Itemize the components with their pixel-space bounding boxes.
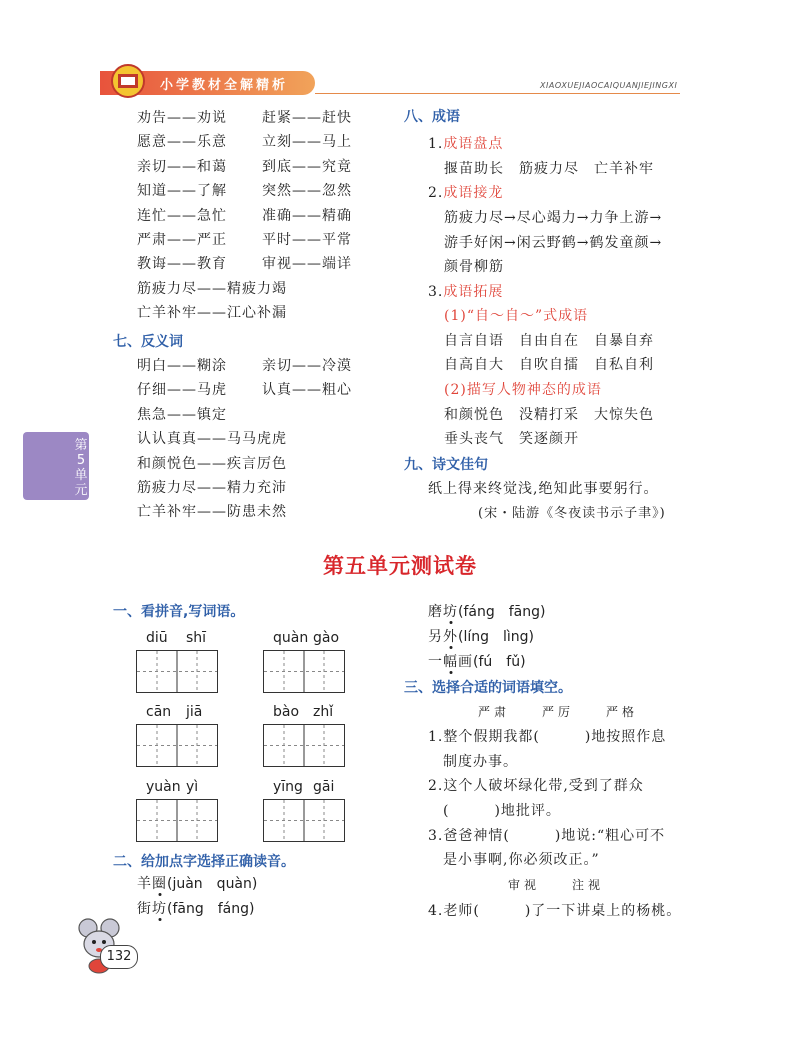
synonym-pair: 准确——精确 [262,207,352,224]
idiom-sub3b-label: (2)描写人物神态的成语 [444,382,602,398]
dotted-character: 圈 [152,876,167,892]
sub3b-line-1: 和颜悦色 没精打采 大惊失色 [444,407,654,423]
pinyin-1: yuàn [146,779,181,795]
test-title: 第五单元测试卷 [323,554,477,578]
emphasis-dot-icon [449,671,452,674]
synonym-pair: 立刻——马上 [262,134,352,151]
emphasis-dot-icon [449,646,452,649]
series-pinyin: XIAOXUEJIAOCAIQUANJIEJINGXI [540,81,678,90]
emphasis-dot-icon [158,918,161,921]
pinyin-2: yì [186,779,199,795]
emphasis-dot-icon [158,893,161,896]
q3-s3b: 是小事啊,你必须改正。” [443,852,600,868]
writing-grid[interactable] [263,799,345,842]
writing-grid[interactable] [136,650,218,693]
q3-options-2: 审视 注视 [508,878,605,892]
pinyin-2: gào [313,630,340,646]
idiom-sub2: 2.成语接龙 [428,185,504,201]
synonym-pair: 到底——究竟 [262,158,352,175]
antonym-pair: 认认真真——马马虎虎 [137,431,287,448]
synonym-pair: 知道——了解 [137,183,227,200]
q3-s4: 4.老师( )了一下讲桌上的杨桃。 [428,903,682,919]
dotted-character: 外 [443,629,458,645]
q3-options-1: 严肃 严厉 严格 [478,705,639,719]
synonym-pair: 平时——平常 [262,232,352,248]
synonym-pair: 连忙——急忙 [137,207,227,224]
writing-grid[interactable] [136,799,218,842]
reading-item: 一幅 画(fú fǔ) [428,651,526,671]
pinyin-1: diū [146,630,168,646]
chain-line-3: 颜骨柳筋 [444,259,504,275]
pinyin-2: jiā [186,704,203,720]
writing-grid[interactable] [263,724,345,767]
idiom-section-title: 八、成语 [404,109,460,125]
sub3a-line-2: 自高自大 自吹自擂 自私自利 [444,357,654,373]
pinyin-2: zhǐ [313,704,334,720]
page-number: 132 [100,945,138,969]
idiom-sub3: 3.成语拓展 [428,284,504,300]
reading-item: 羊圈 (juàn quàn) [137,873,257,893]
reading-options[interactable]: (juàn quàn) [167,876,258,892]
antonym-pair: 明白——糊涂 [137,358,227,374]
writing-grid[interactable] [136,724,218,767]
emphasis-dot-icon [449,621,452,624]
antonym-pair: 亲切——冷漠 [262,358,352,374]
poem-line: 纸上得来终觉浅,绝知此事要躬行。 [428,481,659,497]
synonym-pair: 严肃——严正 [137,232,227,248]
q1-title: 一、看拼音,写词语。 [113,604,245,620]
poem-source: (宋・陆游《冬夜读书示子聿》) [478,506,666,521]
q2-title: 二、给加点字选择正确读音。 [113,854,295,870]
synonym-pair: 劝告——劝说 [137,110,227,126]
reading-options[interactable]: (fáng fāng) [458,604,546,620]
antonym-pair: 筋疲力尽——精力充沛 [137,480,287,496]
dotted-character: 坊 [152,901,167,917]
synonym-pair: 亲切——和蔼 [137,158,227,175]
antonym-pair: 亡羊补牢——防患未然 [137,504,287,521]
sub3a-line-1: 自言自语 自由自在 自暴自弃 [444,333,654,349]
pinyin-1: bào [273,704,300,720]
q3-s3a: 3.爸爸神情( )地说:“粗心可不 [428,828,666,844]
header-divider [315,93,680,94]
chain-line-2: 游手好闲→闲云野鹤→鹤发童颜→ [444,235,663,251]
synonym-pair: 筋疲力尽——精疲力竭 [137,280,287,297]
reading-options[interactable]: (líng lìng) [458,629,535,645]
pinyin-1: quàn [273,630,309,646]
synonym-pair: 教诲——教育 [137,256,227,273]
antonym-pair: 认真——粗心 [262,382,352,399]
q3-s2a: 2.这个人破坏绿化带,受到了群众 [428,778,644,794]
sub3b-line-2: 垂头丧气 笑逐颜开 [444,431,579,447]
q3-s1a: 1.整个假期我都( )地按照作息 [428,729,667,745]
synonym-pair: 亡羊补牢——江心补漏 [137,305,287,322]
dotted-character: 坊 [443,604,458,620]
idiom-sub1-line: 揠苗助长 筋疲力尽 亡羊补牢 [444,161,654,177]
reading-options[interactable]: (fú fǔ) [473,654,526,670]
synonym-pair: 赶紧——赶快 [262,110,352,126]
synonym-pair: 突然——忽然 [262,183,352,200]
reading-options[interactable]: (fāng fáng) [167,901,255,917]
book-logo-icon [107,63,149,99]
antonym-pair: 和颜悦色——疾言厉色 [137,455,287,472]
synonym-pair: 愿意——乐意 [137,134,227,151]
antonym-pair: 仔细——马虎 [137,382,227,399]
reading-item: 另外 (líng lìng) [428,626,534,646]
series-title: 小学教材全解精析 [160,78,289,93]
pinyin-2: shī [186,630,207,646]
pinyin-1: cān [146,704,172,720]
antonym-pair: 焦急——镇定 [137,406,227,423]
synonym-pair: 审视——端详 [262,256,352,273]
idiom-sub3a-label: (1)“自～自～”式成语 [444,308,589,324]
poem-section-title: 九、诗文佳句 [404,457,488,473]
pinyin-2: gāi [313,779,335,795]
reading-item: 街坊 (fāng fáng) [137,898,254,918]
q3-s1b: 制度办事。 [443,754,518,770]
q3-s2b: ( )地批评。 [443,803,561,819]
pinyin-1: yīng [273,779,303,795]
q3-title: 三、选择合适的词语填空。 [404,680,572,696]
dotted-character: 幅 [443,654,458,670]
antonym-section-title: 七、反义词 [113,334,183,350]
unit-side-label: 第5单元 [74,438,88,498]
reading-item: 磨坊 (fáng fāng) [428,601,545,621]
idiom-sub1: 1.成语盘点 [428,136,504,152]
writing-grid[interactable] [263,650,345,693]
chain-line-1: 筋疲力尽→尽心竭力→力争上游→ [444,210,663,226]
